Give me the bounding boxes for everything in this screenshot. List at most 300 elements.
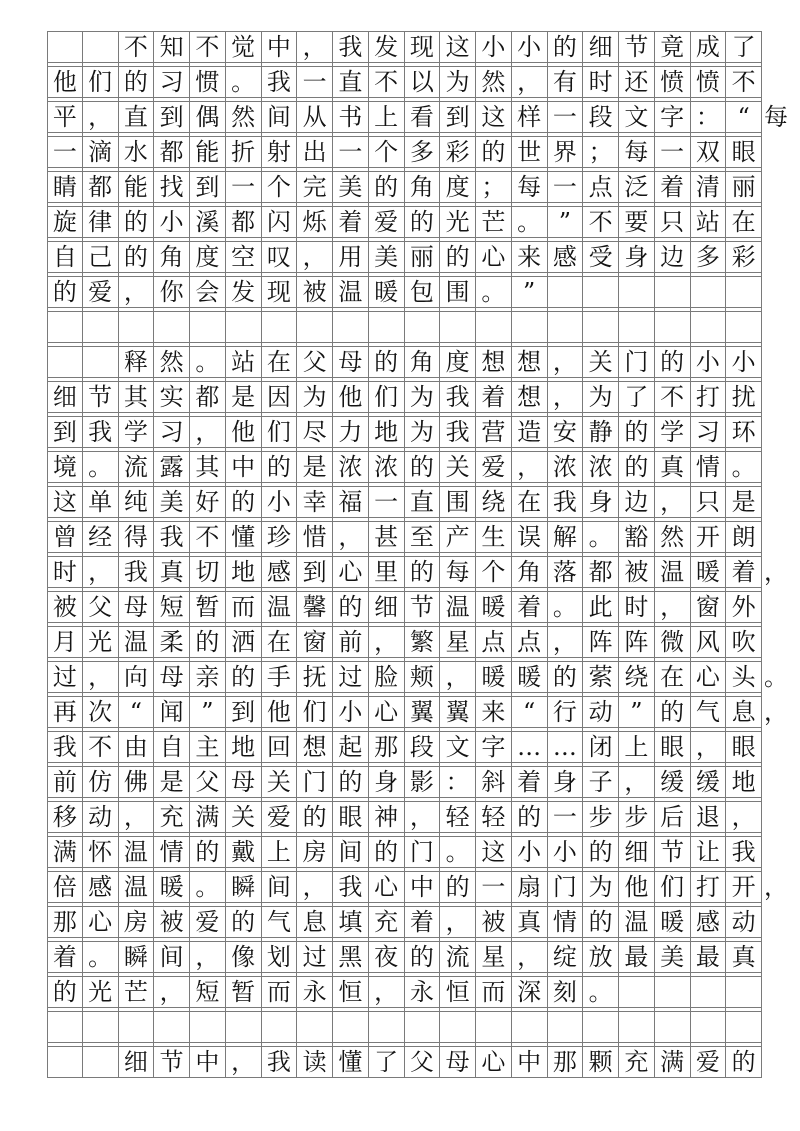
grid-cell: 的 (583, 836, 619, 871)
grid-cell: 们 (369, 381, 405, 416)
grid-cell: 角 (154, 241, 190, 276)
grid-cell: 为 (405, 416, 441, 451)
grid-cell: 美 (655, 941, 691, 976)
grid-cell: 。 (190, 871, 226, 906)
grid-cell: 以 (405, 66, 441, 101)
grid-cell: 自 (47, 241, 83, 276)
grid-row (47, 311, 762, 346)
grid-cell: 浓 (333, 451, 369, 486)
grid-cell: 一 (333, 136, 369, 171)
grid-cell: 阵 (619, 626, 655, 661)
grid-cell: 的 (47, 276, 83, 311)
grid-row (47, 276, 762, 311)
grid-cell: 都 (154, 136, 190, 171)
grid-cell: 的 (369, 346, 405, 381)
grid-row (47, 556, 788, 591)
grid-cell: 那 (47, 906, 83, 941)
grid-cell: 永 (297, 976, 333, 1011)
grid-cell (83, 1011, 119, 1046)
grid-cell: 不 (83, 731, 119, 766)
grid-cell (119, 1011, 155, 1046)
grid-cell: 暖 (476, 661, 512, 696)
grid-row (47, 661, 788, 696)
grid-cell: 这 (47, 486, 83, 521)
grid-cell: 流 (119, 451, 155, 486)
grid-cell: “ (512, 696, 548, 731)
grid-cell: 的 (190, 836, 226, 871)
grid-cell (47, 346, 83, 381)
grid-cell: 彩 (726, 241, 762, 276)
grid-cell: 感 (691, 906, 727, 941)
grid-cell: 绕 (476, 486, 512, 521)
grid-cell: 叹 (262, 241, 298, 276)
grid-cell: 清 (691, 171, 727, 206)
grid-cell (226, 311, 262, 346)
grid-cell: 的 (512, 801, 548, 836)
grid-cell: 愤 (691, 66, 727, 101)
grid-cell: 地 (226, 556, 262, 591)
grid-cell: 不 (726, 66, 762, 101)
grid-cell: 温 (119, 626, 155, 661)
grid-cell: 到 (226, 696, 262, 731)
grid-cell: 在 (262, 346, 298, 381)
grid-cell: 受 (583, 241, 619, 276)
grid-cell: 翼 (405, 696, 441, 731)
grid-cell: 烁 (297, 206, 333, 241)
grid-cell: 轻 (440, 801, 476, 836)
grid-cell: 然 (154, 346, 190, 381)
grid-cell: 律 (83, 206, 119, 241)
grid-cell: 风 (691, 626, 727, 661)
grid-cell: 温 (619, 906, 655, 941)
grid-cell: 短 (154, 591, 190, 626)
grid-cell: 的 (548, 661, 584, 696)
grid-cell: 解 (548, 521, 584, 556)
grid-cell: 美 (333, 171, 369, 206)
grid-cell: 的 (47, 976, 83, 1011)
grid-cell: 母 (226, 766, 262, 801)
grid-row (47, 696, 788, 731)
grid-cell: 这 (476, 836, 512, 871)
grid-cell: 暂 (190, 591, 226, 626)
grid-cell: 充 (154, 801, 190, 836)
grid-cell: 纯 (119, 486, 155, 521)
grid-cell: 再 (47, 696, 83, 731)
margin-overflow-char: ， (764, 698, 788, 726)
grid-cell: 了 (369, 1046, 405, 1078)
grid-cell: 满 (190, 801, 226, 836)
grid-cell: 切 (190, 556, 226, 591)
grid-cell: 们 (655, 871, 691, 906)
grid-cell: 心 (83, 906, 119, 941)
grid-cell: 由 (119, 731, 155, 766)
grid-cell: 的 (119, 206, 155, 241)
grid-cell: 文 (619, 101, 655, 136)
grid-cell (369, 311, 405, 346)
grid-cell: 暖 (691, 556, 727, 591)
grid-cell: “ (119, 696, 155, 731)
margin-overflow-char: ， (764, 873, 788, 901)
grid-cell: 懂 (333, 1046, 369, 1078)
grid-cell: 爱 (369, 206, 405, 241)
grid-cell: ： (691, 101, 727, 136)
grid-cell: 现 (262, 276, 298, 311)
grid-cell: 小 (476, 31, 512, 66)
grid-cell: 打 (691, 381, 727, 416)
grid-cell: 被 (297, 276, 333, 311)
grid-cell: 想 (512, 381, 548, 416)
grid-cell: 母 (154, 661, 190, 696)
grid-cell: 滴 (83, 136, 119, 171)
grid-cell: 刻 (548, 976, 584, 1011)
grid-cell: 节 (83, 381, 119, 416)
grid-cell: 双 (691, 136, 727, 171)
grid-cell (405, 311, 441, 346)
grid-cell: 我 (119, 556, 155, 591)
grid-cell: 芒 (119, 976, 155, 1011)
grid-cell: 门 (405, 836, 441, 871)
grid-cell: 旋 (47, 206, 83, 241)
grid-cell: 在 (262, 626, 298, 661)
grid-cell: 倍 (47, 871, 83, 906)
grid-cell: 心 (369, 696, 405, 731)
grid-cell: … (548, 731, 584, 766)
grid-cell: 温 (440, 591, 476, 626)
grid-cell: 要 (619, 206, 655, 241)
grid-cell: ， (440, 661, 476, 696)
grid-cell: 小 (691, 346, 727, 381)
grid-cell (83, 311, 119, 346)
grid-cell: 短 (190, 976, 226, 1011)
grid-cell: 惯 (190, 66, 226, 101)
grid-cell: 过 (47, 661, 83, 696)
grid-cell: 学 (655, 416, 691, 451)
grid-cell: 瞬 (226, 871, 262, 906)
grid-cell: 房 (119, 906, 155, 941)
grid-cell: 温 (333, 276, 369, 311)
grid-cell: 出 (297, 136, 333, 171)
grid-cell: 竟 (655, 31, 691, 66)
grid-cell: 着 (476, 381, 512, 416)
grid-cell: 暂 (226, 976, 262, 1011)
grid-row (47, 766, 762, 801)
grid-cell: 个 (262, 171, 298, 206)
grid-cell: 光 (83, 626, 119, 661)
grid-cell: 不 (119, 31, 155, 66)
grid-cell: 了 (726, 31, 762, 66)
grid-cell: 身 (548, 766, 584, 801)
grid-cell: 小 (262, 486, 298, 521)
grid-cell (119, 311, 155, 346)
grid-cell: 己 (83, 241, 119, 276)
grid-cell: 一 (226, 171, 262, 206)
grid-cell: 上 (619, 731, 655, 766)
grid-cell (583, 1011, 619, 1046)
grid-cell: 黑 (333, 941, 369, 976)
grid-cell: 柔 (154, 626, 190, 661)
grid-cell (47, 31, 83, 66)
grid-cell: 恒 (440, 976, 476, 1011)
grid-cell: 亲 (190, 661, 226, 696)
grid-cell: 关 (583, 346, 619, 381)
grid-cell (548, 1011, 584, 1046)
grid-row (47, 731, 762, 766)
grid-cell: 仿 (83, 766, 119, 801)
grid-cell: 丽 (726, 171, 762, 206)
grid-cell: 绕 (619, 661, 655, 696)
grid-cell: 习 (154, 66, 190, 101)
grid-cell: 中 (190, 1046, 226, 1078)
grid-cell: 瞬 (119, 941, 155, 976)
grid-cell: 为 (297, 381, 333, 416)
grid-cell: 感 (548, 241, 584, 276)
grid-cell: 父 (405, 1046, 441, 1078)
grid-cell: ， (226, 1046, 262, 1078)
grid-cell (548, 311, 584, 346)
grid-cell: 神 (369, 801, 405, 836)
grid-cell: 成 (691, 31, 727, 66)
grid-cell: 过 (333, 661, 369, 696)
grid-cell: 母 (333, 346, 369, 381)
grid-cell: ” (512, 276, 548, 311)
grid-cell: 爱 (691, 1046, 727, 1078)
grid-cell: 为 (440, 66, 476, 101)
grid-cell: 自 (154, 731, 190, 766)
grid-cell: 都 (190, 381, 226, 416)
grid-cell: 地 (226, 731, 262, 766)
grid-cell: 过 (297, 941, 333, 976)
grid-cell: 落 (548, 556, 584, 591)
grid-cell: 影 (405, 766, 441, 801)
grid-cell: ， (548, 381, 584, 416)
grid-cell: 暖 (655, 906, 691, 941)
grid-cell: 其 (119, 381, 155, 416)
grid-cell: 上 (369, 101, 405, 136)
grid-cell: 中 (226, 451, 262, 486)
grid-cell: 了 (619, 381, 655, 416)
grid-cell (476, 311, 512, 346)
grid-cell (655, 1011, 691, 1046)
grid-cell (262, 1011, 298, 1046)
grid-cell: 细 (583, 31, 619, 66)
grid-cell: 现 (405, 31, 441, 66)
grid-cell: 其 (190, 451, 226, 486)
grid-cell: 门 (548, 871, 584, 906)
grid-cell: 我 (440, 381, 476, 416)
grid-cell: 包 (405, 276, 441, 311)
grid-cell: 站 (226, 346, 262, 381)
grid-cell: 门 (297, 766, 333, 801)
grid-cell: 我 (440, 416, 476, 451)
grid-cell: 都 (226, 206, 262, 241)
grid-cell: 多 (691, 241, 727, 276)
grid-cell: 曾 (47, 521, 83, 556)
grid-cell: 每 (512, 171, 548, 206)
grid-cell: 光 (83, 976, 119, 1011)
grid-cell: 母 (440, 1046, 476, 1078)
grid-row (47, 591, 762, 626)
grid-cell: 你 (154, 276, 190, 311)
grid-cell: 温 (119, 836, 155, 871)
grid-cell: 缓 (655, 766, 691, 801)
grid-cell: 节 (619, 31, 655, 66)
grid-cell: 不 (190, 31, 226, 66)
grid-cell (655, 976, 691, 1011)
grid-cell: 误 (512, 521, 548, 556)
grid-cell: 恒 (333, 976, 369, 1011)
grid-cell: 充 (619, 1046, 655, 1078)
grid-cell: 颊 (405, 661, 441, 696)
grid-cell: 我 (262, 66, 298, 101)
grid-cell: 星 (440, 626, 476, 661)
grid-cell: 而 (226, 591, 262, 626)
grid-cell: 愤 (655, 66, 691, 101)
grid-cell: 里 (369, 556, 405, 591)
grid-cell: 气 (262, 906, 298, 941)
grid-cell: 翼 (440, 696, 476, 731)
grid-cell: 心 (476, 241, 512, 276)
grid-cell (190, 1011, 226, 1046)
grid-cell: 最 (691, 941, 727, 976)
grid-cell: 的 (119, 241, 155, 276)
grid-cell: 度 (190, 241, 226, 276)
grid-cell: 美 (154, 486, 190, 521)
grid-cell: ： (440, 766, 476, 801)
grid-cell: 扰 (726, 381, 762, 416)
grid-cell: 佛 (119, 766, 155, 801)
grid-cell: 最 (619, 941, 655, 976)
grid-cell: 关 (440, 451, 476, 486)
grid-cell: 的 (190, 626, 226, 661)
grid-cell: ， (548, 346, 584, 381)
grid-cell: 每 (619, 136, 655, 171)
grid-cell: 营 (476, 416, 512, 451)
grid-cell: 懂 (226, 521, 262, 556)
grid-cell (440, 1011, 476, 1046)
grid-cell: 释 (119, 346, 155, 381)
grid-cell (476, 1011, 512, 1046)
grid-cell: 父 (297, 346, 333, 381)
grid-cell: 读 (297, 1046, 333, 1078)
grid-cell: 得 (119, 521, 155, 556)
grid-cell (691, 976, 727, 1011)
grid-cell: 的 (655, 346, 691, 381)
grid-cell: 不 (190, 521, 226, 556)
grid-cell: 主 (190, 731, 226, 766)
grid-row (47, 241, 762, 276)
grid-cell: 字 (476, 731, 512, 766)
grid-cell: 像 (226, 941, 262, 976)
grid-cell: 直 (405, 486, 441, 521)
grid-cell: 头 (726, 661, 762, 696)
grid-cell: 每 (440, 556, 476, 591)
grid-cell: 起 (333, 731, 369, 766)
grid-cell: 能 (190, 136, 226, 171)
grid-cell: 闭 (583, 731, 619, 766)
grid-cell: 向 (119, 661, 155, 696)
grid-cell: ， (512, 66, 548, 101)
grid-cell: 到 (47, 416, 83, 451)
grid-cell: 他 (333, 381, 369, 416)
grid-cell: 度 (440, 171, 476, 206)
grid-cell: 细 (47, 381, 83, 416)
grid-cell: 的 (405, 556, 441, 591)
grid-cell: 珍 (262, 521, 298, 556)
grid-cell: ， (369, 626, 405, 661)
grid-cell: ， (369, 976, 405, 1011)
grid-cell: 在 (655, 661, 691, 696)
grid-cell: 段 (583, 101, 619, 136)
grid-cell: ， (119, 276, 155, 311)
grid-cell: 。 (83, 941, 119, 976)
grid-cell: 移 (47, 801, 83, 836)
grid-cell: 流 (440, 941, 476, 976)
grid-cell: 。 (583, 976, 619, 1011)
grid-cell: 抚 (297, 661, 333, 696)
grid-cell: 的 (583, 906, 619, 941)
grid-cell: 地 (726, 766, 762, 801)
grid-cell: ， (691, 731, 727, 766)
grid-cell: 发 (369, 31, 405, 66)
grid-cell (154, 1011, 190, 1046)
grid-cell: 看 (405, 101, 441, 136)
grid-cell: 地 (369, 416, 405, 451)
grid-row (47, 381, 762, 416)
grid-cell: 我 (333, 871, 369, 906)
grid-cell: 上 (262, 836, 298, 871)
grid-cell (619, 276, 655, 311)
grid-cell: 因 (262, 381, 298, 416)
grid-cell: 父 (190, 766, 226, 801)
grid-cell: 他 (619, 871, 655, 906)
grid-cell: 戴 (226, 836, 262, 871)
grid-cell: ” (548, 206, 584, 241)
grid-cell (726, 1011, 762, 1046)
grid-row (47, 486, 762, 521)
grid-cell: 轻 (476, 801, 512, 836)
grid-cell: 息 (726, 696, 762, 731)
grid-row (47, 31, 762, 66)
grid-cell: 为 (405, 381, 441, 416)
grid-cell: ； (476, 171, 512, 206)
grid-cell: 关 (226, 801, 262, 836)
grid-cell: 安 (548, 416, 584, 451)
grid-cell: 来 (476, 696, 512, 731)
grid-cell: ， (297, 871, 333, 906)
grid-row (47, 871, 788, 906)
grid-cell: 文 (440, 731, 476, 766)
grid-cell: 温 (119, 871, 155, 906)
grid-cell: 到 (440, 101, 476, 136)
grid-cell: 一 (548, 801, 584, 836)
grid-cell: 我 (154, 521, 190, 556)
grid-cell: 的 (726, 1046, 762, 1078)
grid-cell: 的 (440, 871, 476, 906)
grid-cell: 的 (226, 906, 262, 941)
grid-cell: 爱 (262, 801, 298, 836)
grid-cell: 的 (405, 941, 441, 976)
grid-cell: 浓 (548, 451, 584, 486)
grid-cell: ， (83, 101, 119, 136)
grid-cell: 着 (333, 206, 369, 241)
grid-row (47, 1046, 762, 1078)
grid-cell: ， (726, 801, 762, 836)
grid-cell: 息 (297, 906, 333, 941)
grid-row (47, 136, 762, 171)
grid-cell: 美 (369, 241, 405, 276)
grid-cell: 是 (297, 451, 333, 486)
grid-cell: 。 (440, 836, 476, 871)
